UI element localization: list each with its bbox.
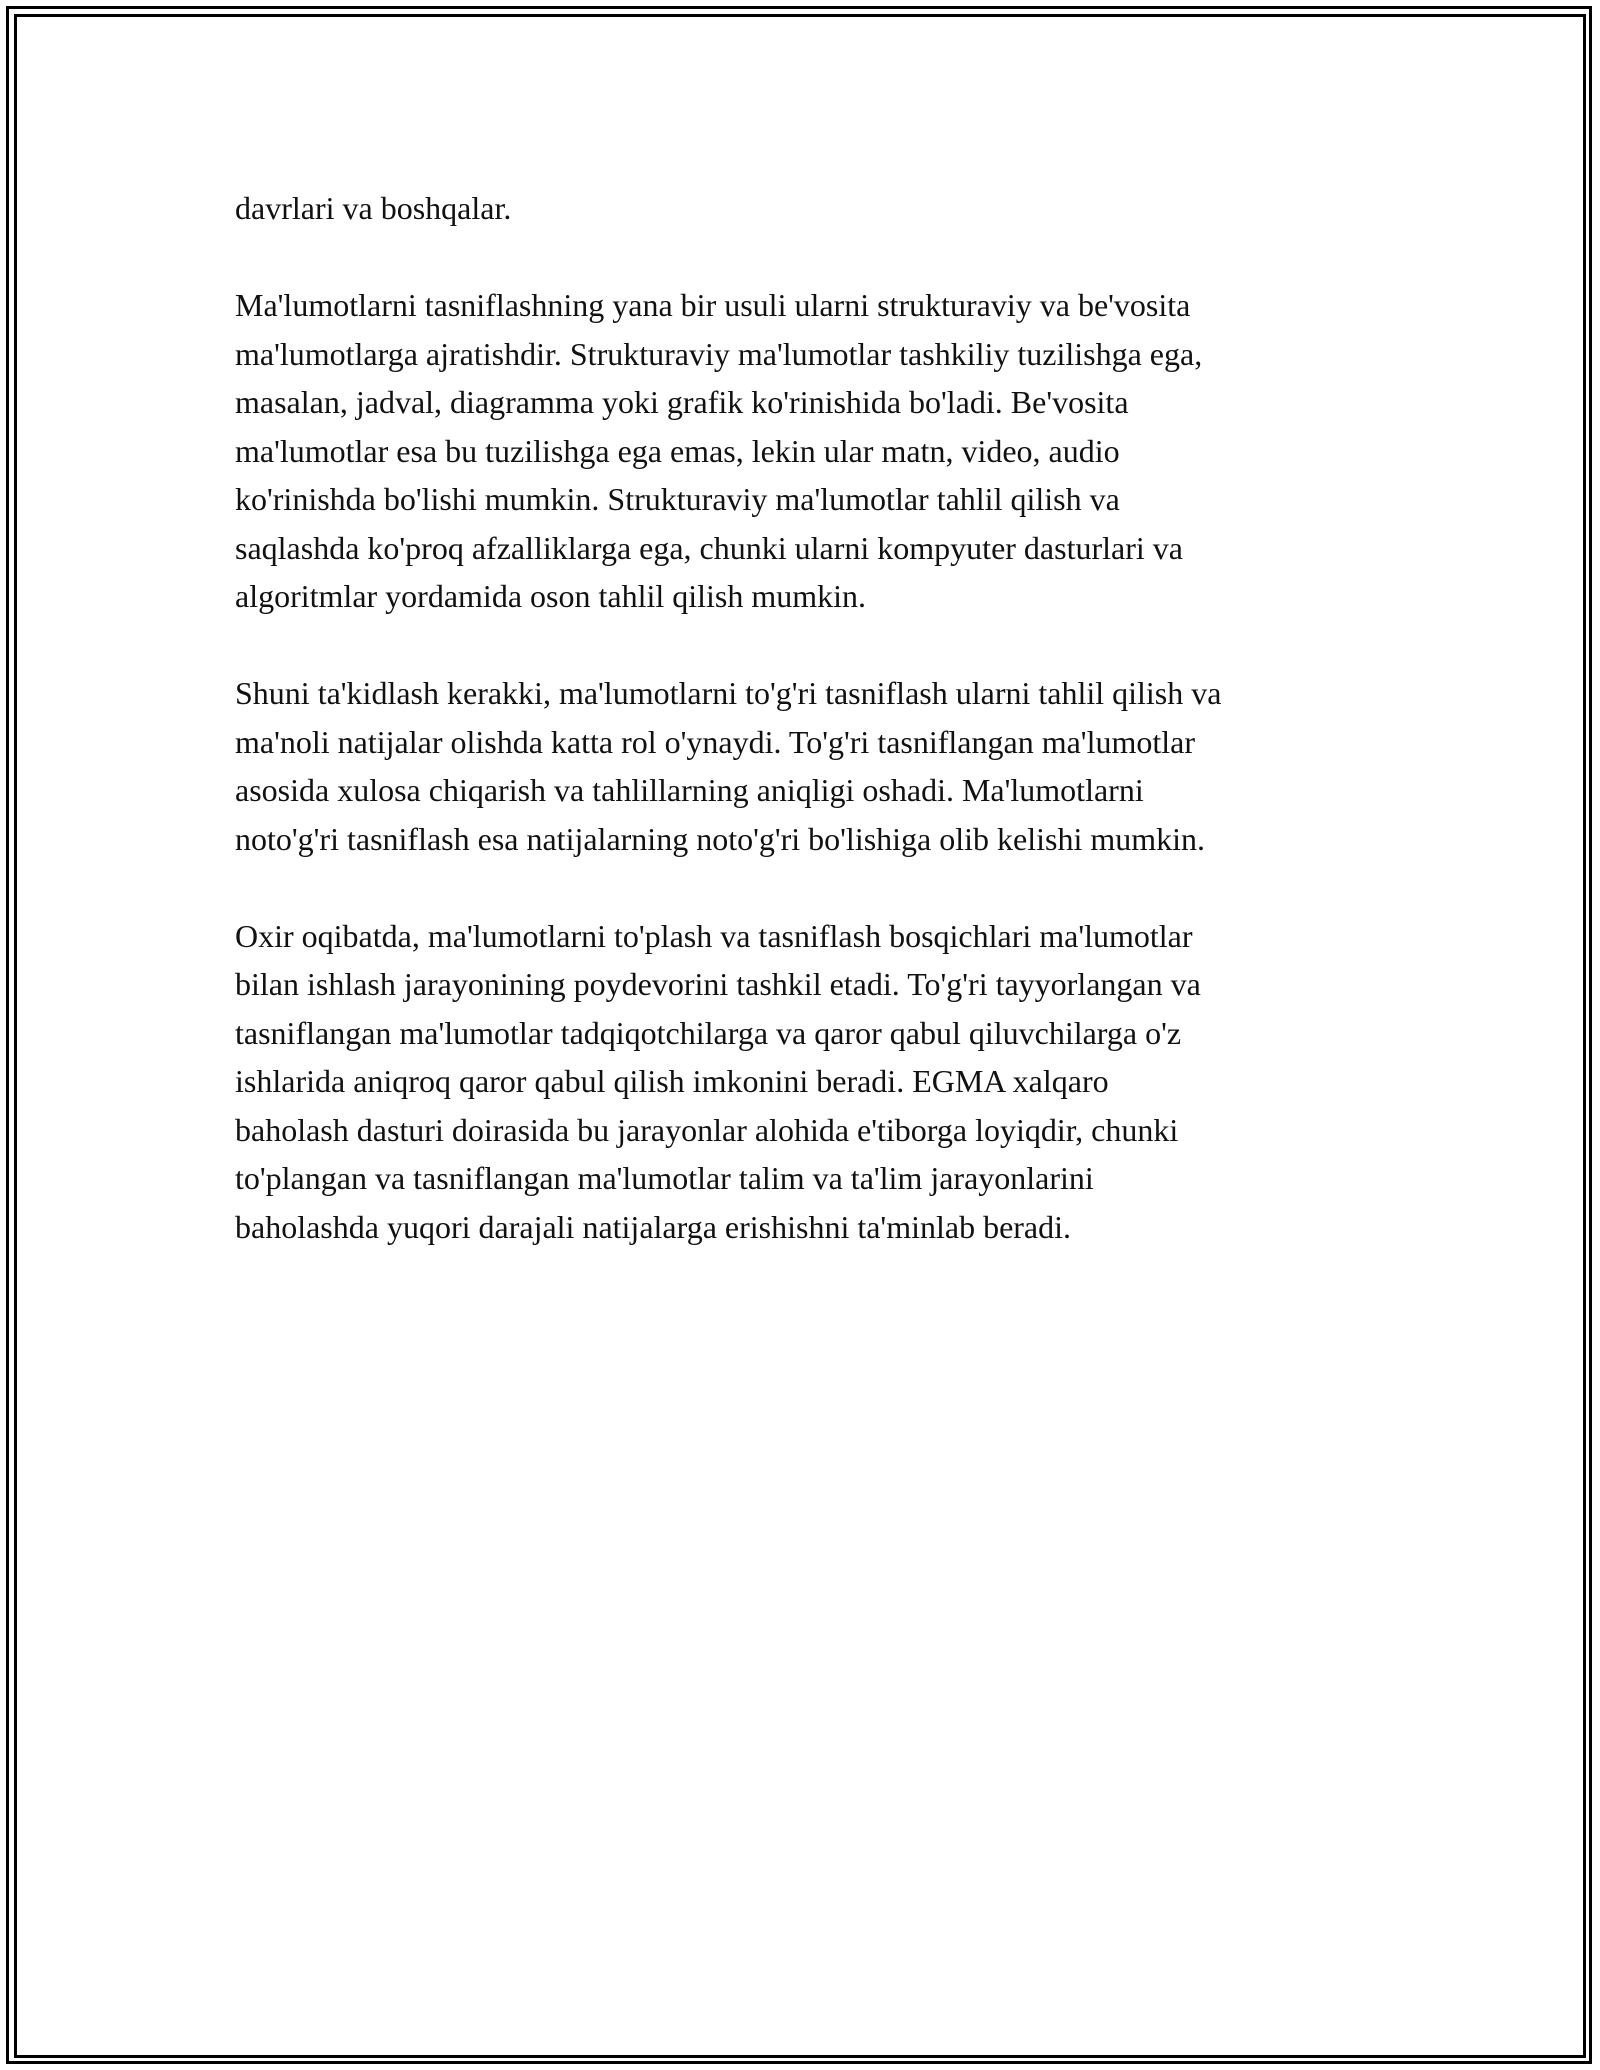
paragraph-1: davrlari va boshqalar. [235, 190, 512, 226]
document-body [235, 184, 1395, 1300]
paragraph-3: Shuni ta'kidlash kerakki, ma'lumotlarni to'g'ri tasniflash ularni tahlil qilish va ma'noli natijalar olishda katta rol o'ynaydi. To'g'ri tasniflangan ma'lumotlar asosida xulosa chiqarish va tahlillarning aniqligi oshadi. Ma'lumotlarni noto'g'ri tasniflash esa natijalarning noto'g'ri bo'lishiga olib kelishi mumkin. [235, 675, 1222, 857]
paragraph-2: Ma'lumotlarni tasniflashning yana bir usuli ularni strukturaviy va be'vosita ma'lumotlarga ajratishdir. Strukturaviy ma'lumotlar tashkiliy tuzilishga ega, masalan, jadval, diagramma yoki grafik ko'rinishida bo'ladi. Be'vosita ma'lumotlar esa bu tuzilishga ega emas, lekin ular matn, video, audio ko'rinishda bo'lishi mumkin. Strukturaviy ma'lumotlar tahlil qilish va saqlashda ko'proq afzalliklarga ega, chunki ularni kompyuter dasturlari va algoritmlar yordamida oson tahlil qilish mumkin. [235, 287, 1203, 614]
paragraph-4: Oxir oqibatda, ma'lumotlarni to'plash va tasniflash bosqichlari ma'lumotlar bilan ishlash jarayonining poydevorini tashkil etadi. To'g'ri tayyorlangan va tasniflangan ma'lumotlar tadqiqotchilarga va qaror qabul qiluvchilarga o'z ishlarida aniqroq qaror qabul qilish imkonini beradi. EGMA xalqaro baholash dasturi doirasida bu jarayonlar alohida e'tiborga loyiqdir, chunki to'plangan va tasniflangan ma'lumotlar talim va ta'lim jarayonlarini baholashda yuqori darajali natijalarga erishishni ta'minlab beradi. [235, 917, 1201, 1245]
